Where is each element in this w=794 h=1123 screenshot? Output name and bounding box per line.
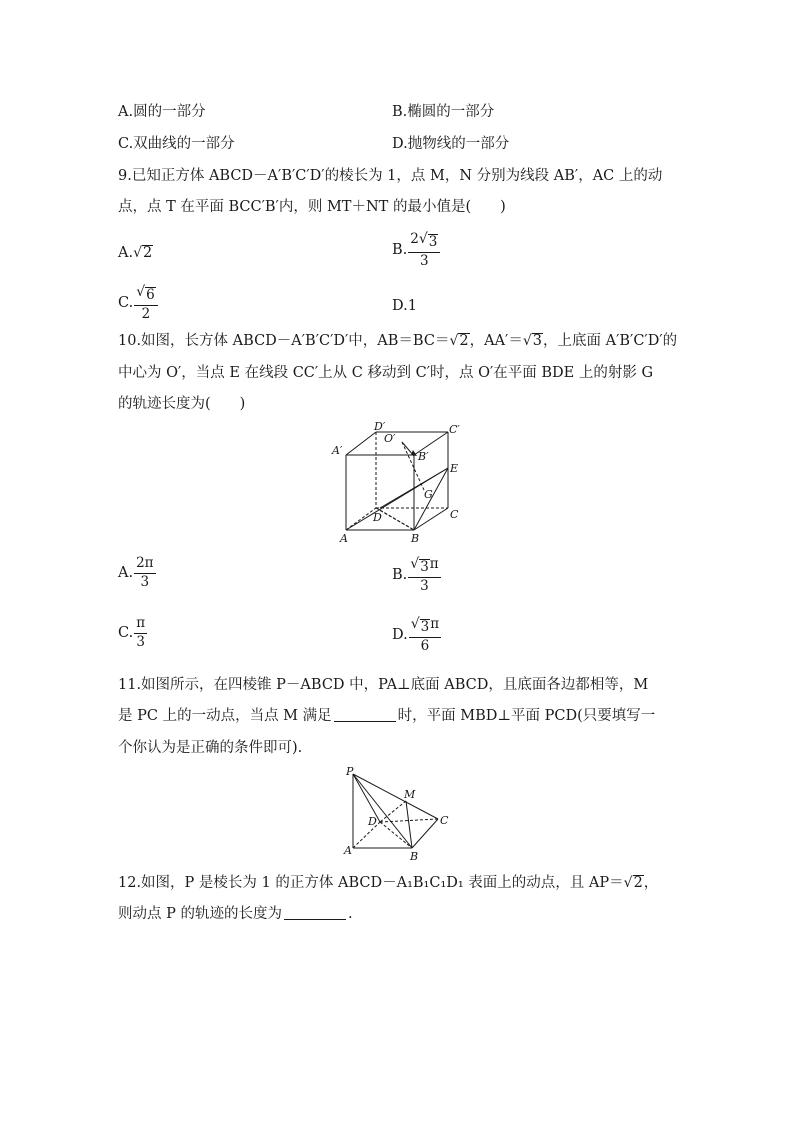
- label-e: E: [450, 462, 459, 475]
- label-c: C: [440, 814, 449, 827]
- pyramid-figure: [340, 764, 460, 864]
- q11-stem-line2: 是 PC 上的一动点，当点 M 满足 时，平面 MBD⊥平面 PCD(只要填写一: [118, 708, 656, 724]
- q8-option-b: B.椭圆的一部分: [392, 104, 495, 120]
- edge-a1-d1: [346, 432, 376, 455]
- q8-option-c: C.双曲线的一部分: [118, 136, 235, 152]
- q9-option-d: D.1: [392, 298, 417, 314]
- label-a: A: [344, 844, 352, 857]
- label-c-prime: C′: [449, 423, 460, 436]
- q8-option-a: A.圆的一部分: [118, 104, 206, 120]
- fraction: √ 6 2: [134, 285, 158, 321]
- label-a: A: [340, 532, 348, 545]
- q10-option-b: B. √ 3 π 3: [392, 556, 439, 594]
- q10-stem-line2: 中心为 O′，当点 E 在线段 CC′上从 C 移动到 C′时，点 O′在平面 BDE 上的射影 G: [118, 365, 654, 381]
- label-b: B: [410, 850, 419, 863]
- q12-stem-line1: 12.如图，P 是棱长为 1 的正方体 ABCD－A₁B₁C₁D₁ 表面上的动点，且 AP＝ √ 2 ，: [118, 875, 659, 891]
- label-g: G: [424, 488, 433, 501]
- hidden-bd: [380, 822, 412, 848]
- q10-stem-line3: 的轨迹长度为( ): [118, 396, 246, 412]
- q9-stem-line1: 9.已知正方体 ABCD－A′B′C′D′的棱长为 1，点 M，N 分别为线段 AB′，AC 上的动: [118, 168, 663, 184]
- label-d: D: [368, 815, 377, 828]
- cuboid-figure: [326, 420, 476, 548]
- q9-option-b: B. 2 √ 3 3: [392, 232, 440, 268]
- q8-option-d: D.抛物线的一部分: [392, 136, 510, 152]
- hidden-edge-a-d: [346, 508, 376, 530]
- fraction: 2 √ 3 3: [408, 232, 440, 268]
- q9-option-a: A. √ 2: [118, 245, 153, 261]
- q12-stem-line2: 则动点 P 的轨迹的长度为 .: [118, 906, 353, 922]
- q9-option-c: C. √ 6 2: [118, 285, 158, 321]
- label-b: B: [411, 532, 420, 545]
- answer-blank: [284, 919, 346, 920]
- q10-option-a: A. $\frac{2\pi}{3}$: [118, 555, 154, 590]
- edge-bc: [412, 819, 438, 848]
- edge-b-c: [414, 508, 448, 530]
- label-d-prime: D′: [374, 420, 386, 433]
- q10-stem-line1: 10.如图，长方体 ABCD－A′B′C′D′中，AB＝BC＝ √ 2 ，AA′＝ √ 3 ，上底面 A′B′C′D′的: [118, 333, 678, 349]
- label-d: D: [373, 511, 382, 524]
- hidden-md: [380, 801, 406, 822]
- label-p: P: [346, 765, 354, 778]
- sqrt: √ 2: [133, 245, 153, 261]
- label-m: M: [404, 788, 416, 801]
- q10-option-c: C. $\frac{\pi}{3}$: [118, 615, 146, 650]
- q10-option-d: D. √ 3 π 6: [392, 616, 440, 654]
- label-c: C: [450, 508, 459, 521]
- q9-stem-line2: 点，点 T 在平面 BCC′B′内，则 MT＋NT 的最小值是( ): [118, 199, 506, 215]
- q11-stem-line3: 个你认为是正确的条件即可).: [118, 740, 303, 756]
- label-b-prime: B′: [418, 450, 429, 463]
- edge-pb: [353, 774, 412, 848]
- q11-stem-line1: 11.如图所示，在四棱锥 P－ABCD 中，PA⊥底面 ABCD，且底面各边都相等，M: [118, 677, 649, 693]
- answer-blank: [334, 721, 396, 722]
- label-a-prime: A′: [332, 444, 343, 457]
- label-o-prime: O′: [384, 432, 396, 445]
